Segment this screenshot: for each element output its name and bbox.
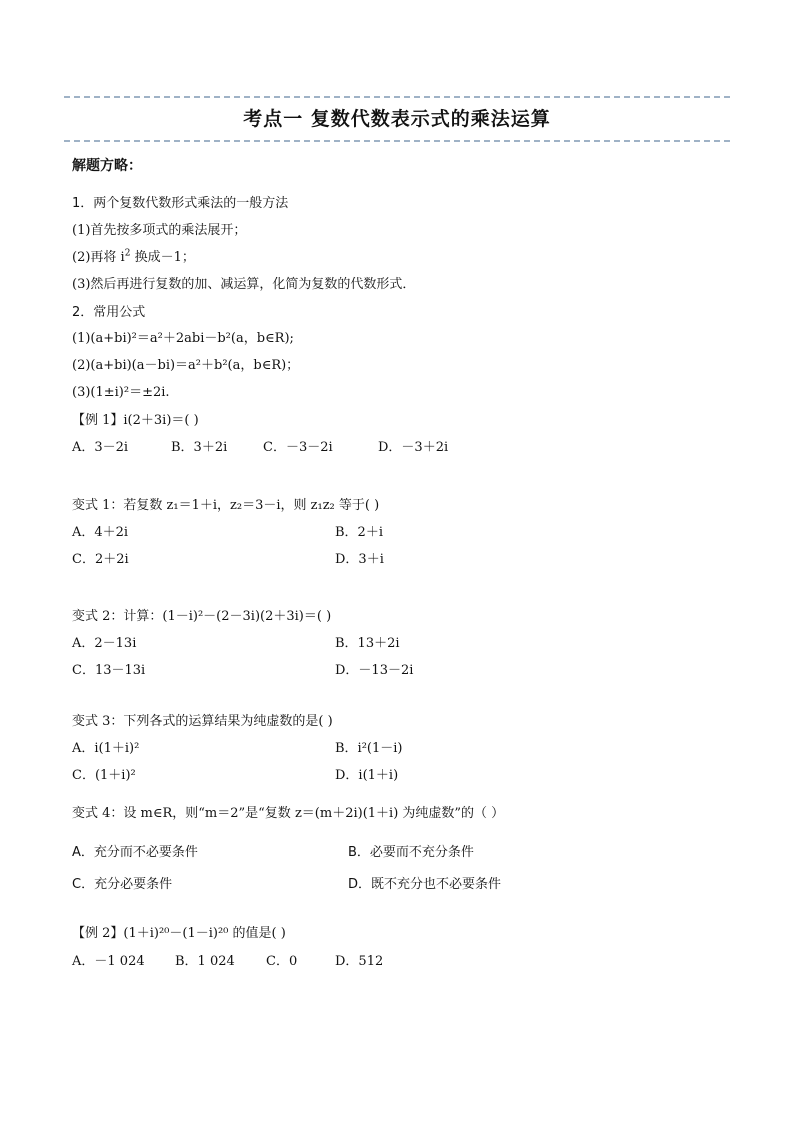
variant3-option-d: D．i(1＋i) — [335, 768, 399, 783]
method-step-1: (1)首先按多项式的乘法展开； — [72, 223, 247, 238]
variant4-option-d: D．既不充分也不必要条件 — [348, 877, 502, 892]
variant1-stem: 变式 1：若复数 z₁＝1＋i，z₂＝3－i，则 z₁z₂ 等于( ) — [72, 498, 380, 513]
variant4-option-b: B．必要而不充分条件 — [348, 845, 474, 860]
method-step-3: (3)然后再进行复数的加、减运算，化简为复数的代数形式． — [72, 277, 416, 292]
variant4-stem: 变式 4：设 m∈R，则“m＝2”是“复数 z＝(m＋2i)(1＋i) 为纯虚数”的（ ） — [72, 806, 505, 821]
variant1-option-d: D．3＋i — [335, 552, 384, 567]
method-point-2: 2．常用公式 — [72, 305, 146, 320]
example1-option-b: B．3＋2i — [171, 440, 228, 455]
example1-stem: 【例 1】i(2＋3i)＝( ) — [72, 413, 199, 428]
example1-option-d: D．－3＋2i — [378, 440, 449, 455]
variant1-option-b: B．2＋i — [335, 525, 383, 540]
variant4-option-a: A．充分而不必要条件 — [72, 845, 198, 860]
variant2-option-c: C．13－13i — [72, 663, 146, 678]
formula-3: (3)(1±i)²＝±2i. — [72, 385, 170, 400]
example2-option-d: D．512 — [335, 954, 384, 969]
variant4-option-c: C．充分必要条件 — [72, 877, 173, 892]
example1-option-a: A．3－2i — [72, 440, 129, 455]
method-heading: 解题方略： — [72, 158, 142, 174]
example2-option-c: C．0 — [266, 954, 298, 969]
variant3-stem: 变式 3：下列各式的运算结果为纯虚数的是( ) — [72, 714, 333, 729]
method-step-2-text-end: 换成－1； — [130, 250, 195, 265]
variant2-option-d: D．－13－2i — [335, 663, 414, 678]
method-step-2-sup: 2 — [124, 248, 131, 259]
formula-1: (1)(a+bi)²＝a²＋2abi－b²(a，b∈R); — [72, 331, 294, 346]
method-step-2 — [72, 250, 195, 266]
variant3-option-b: B．i²(1－i) — [335, 741, 403, 756]
example2-stem: 【例 2】(1＋i)²⁰－(1－i)²⁰ 的值是( ) — [72, 926, 286, 941]
page-title: 考点一 复数代数表示式的乘法运算 — [243, 108, 551, 130]
method-step-2-text: (2)再将 i — [72, 250, 125, 265]
variant1-option-c: C．2＋2i — [72, 552, 129, 567]
variant2-option-a: A．2－13i — [72, 636, 137, 651]
formula-2: (2)(a+bi)(a－bi)＝a²＋b²(a，b∈R)； — [72, 358, 300, 373]
variant2-option-b: B．13＋2i — [335, 636, 400, 651]
variant3-option-c: C．(1＋i)² — [72, 768, 136, 783]
variant2-stem: 变式 2：计算：(1－i)²－(2－3i)(2＋3i)＝( ) — [72, 609, 332, 624]
top-dashed-rule — [64, 96, 730, 98]
variant1-option-a: A．4＋2i — [72, 525, 129, 540]
example2-option-b: B．1 024 — [175, 954, 235, 969]
example1-option-c: C．－3－2i — [263, 440, 333, 455]
variant3-option-a: A．i(1＋i)² — [72, 741, 140, 756]
method-point-1: 1．两个复数代数形式乘法的一般方法 — [72, 196, 289, 211]
bottom-dashed-rule — [64, 140, 730, 142]
example2-option-a: A．－1 024 — [72, 954, 145, 969]
